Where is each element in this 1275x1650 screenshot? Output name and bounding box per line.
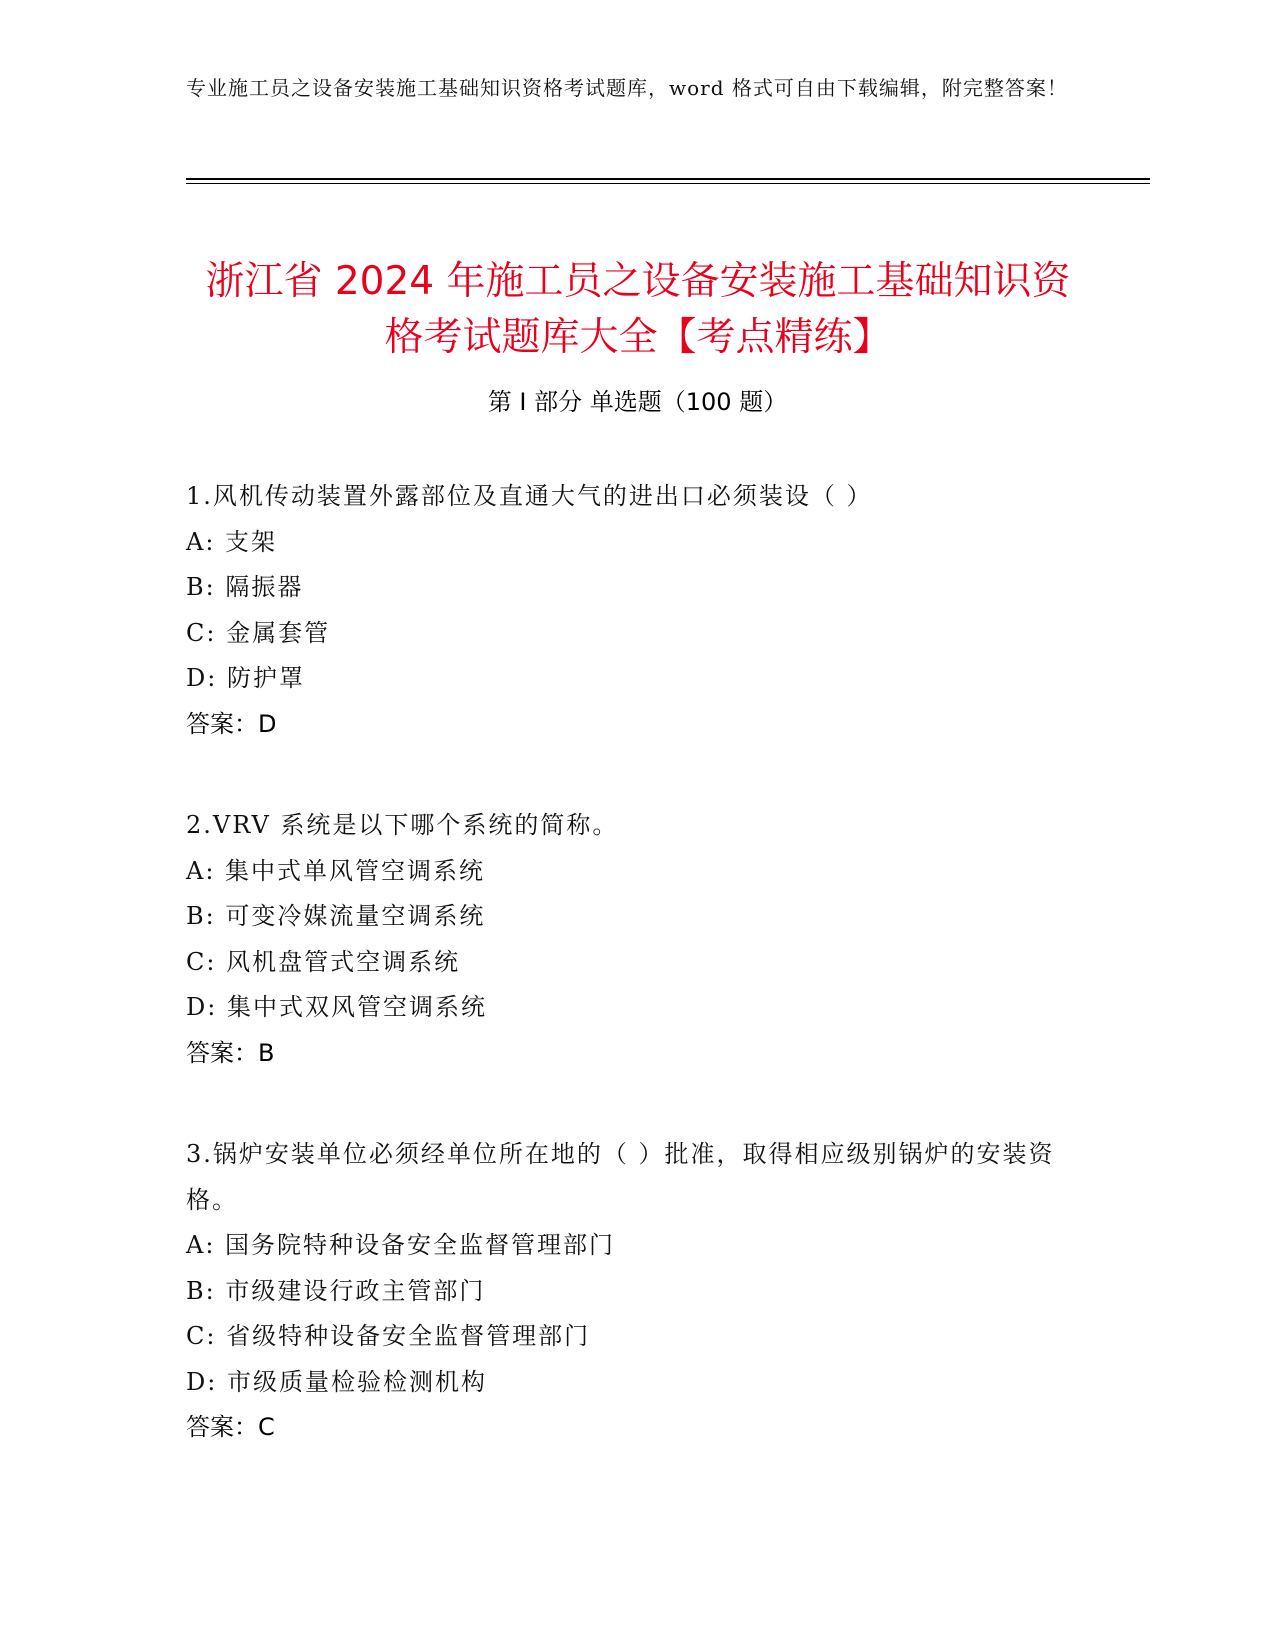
question-text: 1.风机传动装置外露部位及直通大气的进出口必须装设（ ） <box>186 482 873 510</box>
option-b: B: 隔振器 <box>186 573 304 601</box>
option-a: A: 支架 <box>186 527 278 556</box>
answer: 答案：D <box>186 709 277 738</box>
option-d: D: 集中式双风管空调系统 <box>186 993 487 1021</box>
question-text: 3.锅炉安装单位必须经单位所在地的（ ）批准，取得相应级别锅炉的安装资格。 <box>186 1140 1055 1214</box>
header-divider-thick <box>186 178 1150 180</box>
option-d: D: 市级质量检验检测机构 <box>186 1367 487 1396</box>
question-1 <box>186 474 1090 747</box>
option-a: A: 集中式单风管空调系统 <box>186 856 486 885</box>
option-b: B: 可变冷媒流量空调系统 <box>186 902 486 930</box>
option-b: B: 市级建设行政主管部门 <box>186 1276 486 1305</box>
question-text: 2.VRV 系统是以下哪个系统的简称。 <box>186 811 619 839</box>
question-3 <box>186 1132 1090 1451</box>
question-2 <box>186 803 1090 1076</box>
header-divider-thin <box>186 183 1150 184</box>
option-c: C: 省级特种设备安全监督管理部门 <box>186 1322 591 1350</box>
option-c: C: 金属套管 <box>186 618 331 647</box>
header-note: 专业施工员之设备安装施工基础知识资格考试题库，word 格式可自由下载编辑，附完整答案！ <box>186 76 1068 100</box>
option-d: D: 防护罩 <box>186 664 305 692</box>
section-heading: 第 I 部分 单选题（100 题） <box>487 388 788 416</box>
option-a: A: 国务院特种设备安全监督管理部门 <box>186 1231 616 1259</box>
option-c: C: 风机盘管式空调系统 <box>186 947 461 976</box>
document-title: 浙江省 2024 年施工员之设备安装施工基础知识资格考试题库大全【考点精练】 <box>205 259 1071 361</box>
answer: 答案：C <box>186 1413 275 1441</box>
question-list <box>186 474 1090 1507</box>
answer: 答案：B <box>186 1038 275 1067</box>
